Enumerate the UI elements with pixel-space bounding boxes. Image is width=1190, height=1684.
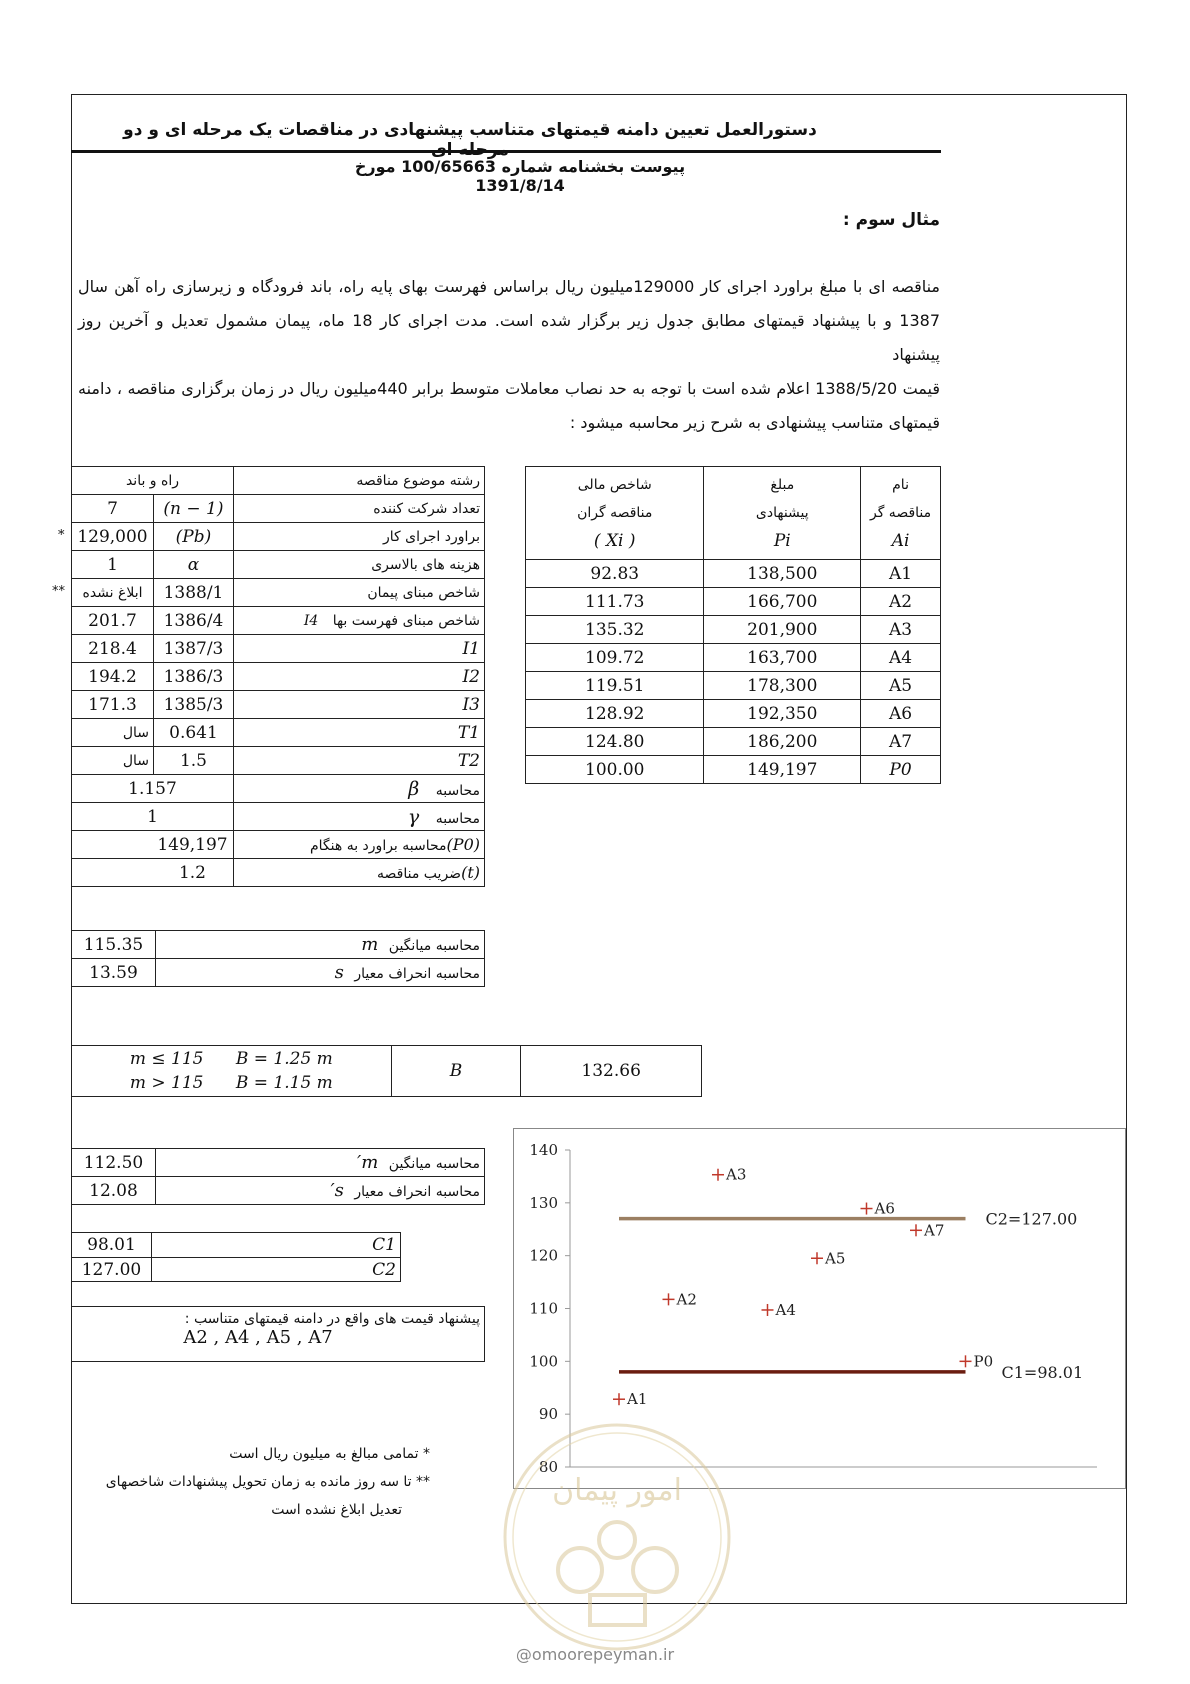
cell-label — [233, 607, 484, 635]
table-row — [72, 747, 485, 775]
table-row — [72, 551, 485, 579]
label-text: شاخص مبنای فهرست بها — [332, 612, 480, 629]
rule-line: m ≤ 115 B = 1.25 m — [129, 1049, 333, 1069]
cell-symbol: α — [153, 551, 233, 579]
table-row — [526, 616, 941, 644]
header-index — [526, 467, 704, 560]
table-row — [526, 672, 941, 700]
header-symbol: Ai — [891, 531, 910, 551]
cell-name: A7 — [861, 728, 941, 756]
point-label: A1 — [627, 1390, 648, 1409]
range-line-label: C1=98.01 — [1001, 1362, 1084, 1382]
cell-name: P0 — [861, 756, 941, 784]
cell-symbol: 1385/3 — [153, 691, 233, 719]
cell-label — [155, 959, 484, 987]
symbol: m′ — [357, 1152, 379, 1173]
cell-value: 201.7 — [72, 607, 154, 635]
cell-value — [58, 523, 154, 551]
label-text: محاسبه میانگین — [388, 1156, 480, 1172]
paragraph-line: قیمت 1388/5/20 اعلام شده است با توجه به حد نصاب معاملات متوسط برابر 440میلیون ریال در زمان برگزاری مناقصه ، دامنه — [78, 379, 941, 398]
rule-line: m > 115 B = 1.15 m — [129, 1073, 333, 1093]
table-row — [72, 775, 485, 803]
cell-name: A6 — [861, 700, 941, 728]
table-row — [72, 931, 485, 959]
value-text: ابلاغ نشده — [82, 584, 143, 601]
label-text: محاسبه میانگین — [388, 938, 480, 954]
table-row — [72, 467, 485, 495]
cell-name: A1 — [861, 560, 941, 588]
cell-unit: سال — [72, 747, 154, 775]
y-tick-label: 120 — [529, 1246, 558, 1265]
paragraph-line: مناقصه ای با مبلغ براورد اجرای کار 129000میلیون ریال براساس فهرست بهای پایه راه، باند فرودگاه و زیرسازی راه آهن سال — [78, 277, 940, 296]
point-label: P0 — [973, 1352, 994, 1371]
header-line: پیشنهادی — [755, 505, 809, 521]
document-title: دستورالعمل تعیین دامنه قیمتهای متناسب پیشنهادی در مناقصات یک مرحله ای و دو مرحله ای — [123, 120, 817, 160]
table-row — [72, 495, 485, 523]
table-row — [72, 803, 485, 831]
range-line-label: C2=127.00 — [985, 1209, 1078, 1229]
table-header-row — [526, 467, 941, 560]
table-row — [526, 560, 941, 588]
footnotes — [90, 1440, 430, 1524]
point-label: A5 — [825, 1249, 846, 1268]
cell-label — [155, 931, 484, 959]
logo-lettering: امور پیمان — [552, 1473, 682, 1508]
cell-index: 92.83 — [526, 560, 704, 588]
y-tick-label: 100 — [529, 1352, 558, 1371]
footnote-line: تعدیل ابلاغ نشده است — [271, 1502, 402, 1518]
point-label: A6 — [874, 1199, 895, 1218]
label-text: محاسبه انحراف معیار — [354, 966, 480, 982]
example-title: مثال سوم : — [842, 210, 940, 230]
cell-value: 1.157 — [72, 775, 234, 803]
cell-value: 194.2 — [72, 663, 154, 691]
table-row — [72, 607, 485, 635]
cell-symbol: C2 — [151, 1258, 400, 1282]
cell-amount: 186,200 — [704, 728, 861, 756]
cell-value: 1.2 — [72, 859, 234, 887]
cell-index: 111.73 — [526, 588, 704, 616]
watermark-site: @omoorepeyman.ir — [515, 1645, 675, 1664]
header-symbol: Pi — [773, 531, 791, 551]
label-text: محاسبه براورد به هنگام — [309, 838, 447, 854]
index-symbol: I4 — [303, 612, 319, 629]
result-box — [71, 1306, 485, 1362]
logo-watermark — [500, 1420, 735, 1655]
table-row — [72, 719, 485, 747]
b-rules — [72, 1046, 392, 1097]
table-row — [72, 1046, 702, 1097]
header-line: مناقصه گر — [869, 505, 932, 521]
bidders-table — [525, 466, 941, 784]
cell-value: 171.3 — [72, 691, 154, 719]
cell-symbol: (n − 1) — [153, 495, 233, 523]
problem-paragraph — [78, 270, 940, 440]
point-label: A7 — [924, 1221, 945, 1240]
cell-label: T2 — [233, 747, 484, 775]
adjusted-mean-std-table — [71, 1148, 485, 1205]
mean-std-table — [71, 930, 485, 987]
cell-label — [155, 1177, 484, 1205]
cell-index: 100.00 — [526, 756, 704, 784]
cell-amount: 201,900 — [704, 616, 861, 644]
table-row — [526, 644, 941, 672]
cell-symbol: 1388/1 — [153, 579, 233, 607]
point-label: A3 — [726, 1165, 747, 1184]
symbol: m — [361, 934, 379, 955]
b-table — [71, 1045, 702, 1097]
label-text: محاسبه — [435, 810, 480, 827]
symbol-p0: (P0) — [446, 835, 480, 854]
cell-index: 109.72 — [526, 644, 704, 672]
cell-value: 13.59 — [72, 959, 156, 987]
table-row — [72, 1233, 401, 1258]
document-subtitle: پیوست بخشنامه شماره 100/65663 مورخ 1391/8/14 — [354, 157, 686, 195]
footnote-line: ** تا سه روز مانده به زمان تحویل پیشنهادات شاخصهای — [105, 1474, 430, 1490]
result-label: پیشنهاد قیمت های واقع در دامنه قیمتهای متناسب : — [184, 1311, 480, 1327]
y-tick-label: 130 — [529, 1193, 558, 1212]
label-text: محاسبه — [435, 782, 480, 799]
cell-symbol: 1386/3 — [153, 663, 233, 691]
header-amount — [704, 467, 861, 560]
cell-value — [52, 579, 154, 607]
cell-label: T1 — [233, 719, 484, 747]
table-row — [72, 663, 485, 691]
cell-index: 128.92 — [526, 700, 704, 728]
cell-label: I2 — [233, 663, 484, 691]
y-tick-label: 90 — [538, 1405, 558, 1424]
cell-index: 119.51 — [526, 672, 704, 700]
cell-label: رشته موضوع مناقصه — [233, 467, 484, 495]
cell-value: 149,197 — [72, 831, 234, 859]
table-row — [72, 523, 485, 551]
cell-amount: 166,700 — [704, 588, 861, 616]
cell-label: I3 — [233, 691, 484, 719]
cell-label: تعداد شرکت کننده — [233, 495, 484, 523]
cell-amount: 178,300 — [704, 672, 861, 700]
point-label: A2 — [676, 1290, 697, 1309]
cell-unit: سال — [72, 719, 154, 747]
cell-name: A2 — [861, 588, 941, 616]
cell-name: A4 — [861, 644, 941, 672]
point-label: A4 — [775, 1300, 796, 1319]
range-limits-table — [71, 1232, 401, 1282]
footnote-mark: * — [58, 528, 65, 543]
symbol: s′ — [330, 1180, 344, 1201]
cell-amount: 149,197 — [704, 756, 861, 784]
cell-value: 1 — [72, 551, 154, 579]
table-row — [72, 1258, 401, 1282]
symbol: s — [334, 962, 344, 983]
value-text: 129,000 — [77, 526, 148, 547]
header-line: مناقصه گران — [577, 505, 653, 521]
title-rule — [71, 150, 941, 153]
result-value: A2 , A4 , A5 , A7 — [183, 1327, 333, 1348]
cell-name: A5 — [861, 672, 941, 700]
header-symbol: ( Xi ) — [593, 531, 636, 551]
paragraph-line: قیمتهای متناسب پیشنهادی به شرح زیر محاسبه میشود : — [569, 413, 940, 432]
cell-value: 98.01 — [72, 1233, 152, 1258]
cell-amount: 192,350 — [704, 700, 861, 728]
cell-label: شاخص مبنای پیمان — [233, 579, 484, 607]
cell-value: 112.50 — [72, 1149, 156, 1177]
table-row — [72, 579, 485, 607]
header-line: نام — [892, 477, 909, 493]
cell-value: 1 — [72, 803, 234, 831]
cell-symbol: C1 — [151, 1233, 400, 1258]
cell-symbol: 1387/3 — [153, 635, 233, 663]
table-row — [72, 831, 485, 859]
cell-label — [233, 775, 484, 803]
footnote-line: * تمامی مبالغ به میلیون ریال است — [229, 1446, 430, 1462]
footnote-mark: ** — [52, 584, 65, 599]
symbol-t: (t) — [461, 863, 480, 882]
cell-index: 135.32 — [526, 616, 704, 644]
table-row — [72, 859, 485, 887]
cell-amount: 138,500 — [704, 560, 861, 588]
table-row — [526, 700, 941, 728]
symbol-gamma: γ — [407, 805, 420, 828]
cell-amount: 163,700 — [704, 644, 861, 672]
y-tick-label: 110 — [529, 1299, 558, 1318]
cell-value: 12.08 — [72, 1177, 156, 1205]
table-row — [72, 1177, 485, 1205]
table-row — [72, 691, 485, 719]
y-tick-label: 140 — [529, 1141, 558, 1159]
label-text: ضریب مناقصه — [377, 866, 462, 882]
table-row — [72, 1149, 485, 1177]
parameters-table — [52, 466, 485, 887]
cell-value: راه و باند — [72, 467, 234, 495]
cell-symbol: B — [391, 1046, 521, 1097]
table-row — [526, 756, 941, 784]
symbol-beta: β — [408, 777, 420, 800]
cell-label — [233, 831, 484, 859]
table-row — [526, 728, 941, 756]
cell-value: 127.00 — [72, 1258, 152, 1282]
cell-label: هزینه های بالاسری — [233, 551, 484, 579]
cell-value: 115.35 — [72, 931, 156, 959]
cell-label: براورد اجرای کار — [233, 523, 484, 551]
cell-value: 218.4 — [72, 635, 154, 663]
cell-label — [233, 859, 484, 887]
cell-index: 124.80 — [526, 728, 704, 756]
cell-label — [233, 803, 484, 831]
header-line: شاخص مالی — [577, 477, 652, 493]
cell-value: 132.66 — [521, 1046, 702, 1097]
cell-label: I1 — [233, 635, 484, 663]
paragraph-line: 1387 و با پیشنهاد قیمتهای مطابق جدول زیر برگزار شده است. مدت اجرای کار 18 ماه، پیمان مشمول تعدیل و آخرین روز پیشنهاد — [78, 311, 940, 364]
cell-name: A3 — [861, 616, 941, 644]
table-row — [72, 959, 485, 987]
header-line: مبلغ — [770, 477, 795, 493]
header-name — [861, 467, 941, 560]
cell-value: 7 — [72, 495, 154, 523]
cell-value: 0.641 — [153, 719, 233, 747]
y-tick-label: 80 — [538, 1458, 558, 1476]
cell-value: 1.5 — [153, 747, 233, 775]
cell-symbol: (Pb) — [153, 523, 233, 551]
label-text: محاسبه انحراف معیار — [354, 1184, 480, 1200]
cell-label — [155, 1149, 484, 1177]
table-row — [72, 635, 485, 663]
cell-symbol: 1386/4 — [153, 607, 233, 635]
table-row — [526, 588, 941, 616]
